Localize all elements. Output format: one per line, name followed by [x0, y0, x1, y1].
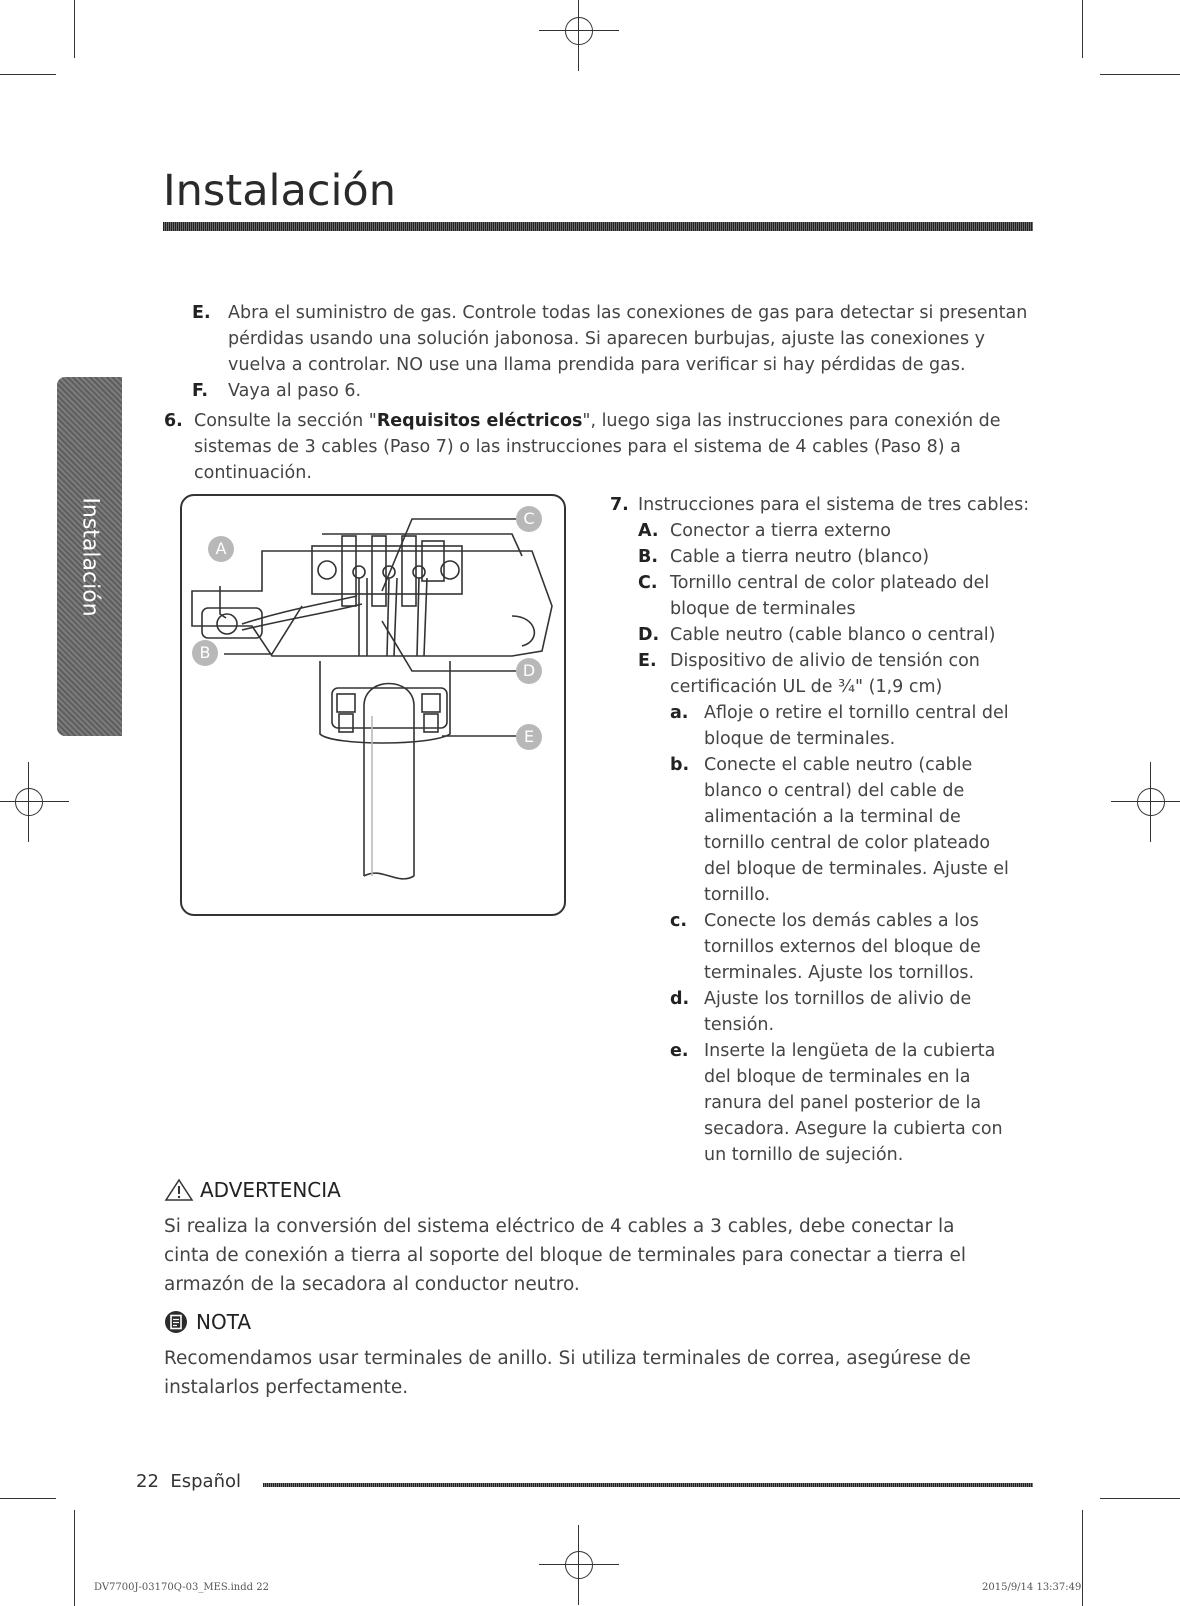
side-tab-label: Instalación — [77, 496, 102, 617]
crop-mark — [0, 74, 56, 75]
part-c — [638, 570, 1018, 622]
note-heading — [164, 1310, 251, 1334]
part-a — [638, 518, 1018, 544]
crop-mark — [0, 1498, 56, 1499]
part-text: Cable neutro (cable blanco o central) — [670, 625, 996, 645]
part-marker: C. — [638, 573, 658, 593]
title-rule — [163, 222, 1033, 231]
step-7 — [610, 492, 1040, 518]
step-marker: E. — [192, 303, 211, 323]
substep-text: Ajuste los tornillos de alivio de tensión. — [704, 989, 972, 1035]
substep-b — [670, 752, 1010, 908]
substep-marker: a. — [670, 703, 689, 723]
page-number: 22 — [136, 1471, 159, 1492]
terminal-block-illustration — [182, 496, 564, 914]
page-footer — [136, 1471, 241, 1492]
substep-text: Conecte los demás cables a los tornillos externos del bloque de terminales. Ajuste los tornillos. — [704, 911, 981, 983]
part-marker: A. — [638, 521, 659, 541]
part-d — [638, 622, 1018, 648]
section-side-tab — [57, 377, 122, 736]
registration-mark-top — [554, 6, 604, 56]
warning-title: ADVERTENCIA — [200, 1178, 341, 1202]
step-marker: F. — [192, 381, 209, 401]
callout-b: B — [192, 640, 218, 666]
crop-mark — [1082, 0, 1083, 58]
page-title: Instalación — [163, 166, 396, 216]
note-title: NOTA — [196, 1310, 252, 1334]
substep-marker: d. — [670, 989, 690, 1009]
part-text: Conector a tierra externo — [670, 521, 892, 541]
substep-a — [670, 700, 1010, 752]
warning-text: Si realiza la conversión del sistema eléctrico de 4 cables a 3 cables, debe conectar la cinta de conexión a tierra al soporte del bloque de terminales para conectar a tierra el armazón de la secadora al conductor neutro. — [164, 1216, 967, 1295]
footer-language: Español — [170, 1471, 241, 1492]
wiring-diagram — [180, 494, 566, 916]
callout-d: D — [516, 658, 542, 684]
warning-heading — [164, 1178, 341, 1202]
step-marker: 7. — [610, 495, 629, 515]
registration-mark-right — [1126, 777, 1176, 827]
part-marker: E. — [638, 651, 657, 671]
step-f-gas — [192, 378, 1037, 404]
part-text: Tornillo central de color plateado del bloque de terminales — [670, 573, 990, 619]
callout-a: A — [208, 536, 234, 562]
registration-mark-bottom — [554, 1540, 604, 1590]
crop-mark — [74, 0, 75, 58]
part-marker: D. — [638, 625, 660, 645]
step-text: Consulte la sección "Requisitos eléctricos", luego siga las instrucciones para conexión de sistemas de 3 cables (Paso 7) o las instrucciones para el sistema de 4 cables (Paso 8) a continuación. — [194, 411, 1001, 483]
step-heading: Instrucciones para el sistema de tres cables: — [638, 495, 1030, 515]
part-e — [638, 648, 1018, 700]
warning-icon — [164, 1178, 194, 1202]
callout-c: C — [516, 506, 542, 532]
step-text: Abra el suministro de gas. Controle todas las conexiones de gas para detectar si presentan pérdidas usando una solución jabonosa. Si aparecen burbujas, ajuste las conexiones y vuelva a controlar. NO use una llama prendida para verificar si hay pérdidas de gas. — [228, 303, 1028, 375]
section-reference: Requisitos eléctricos — [376, 411, 583, 431]
substep-d — [670, 986, 1010, 1038]
substep-text: Inserte la lengüeta de la cubierta del bloque de terminales en la ranura del panel posterior de la secadora. Asegure la cubierta con un tornillo de sujeción. — [704, 1041, 1003, 1165]
substep-c — [670, 908, 1010, 986]
registration-mark-left — [4, 777, 54, 827]
substep-text: Conecte el cable neutro (cable blanco o central) del cable de alimentación a la terminal de tornillo central de color plateado del bloque de terminales. Ajuste el tornillo. — [704, 755, 1009, 905]
step-marker: 6. — [164, 411, 183, 431]
substep-e — [670, 1038, 1010, 1168]
print-slug-right: 2015/9/14 13:37:49 — [982, 1582, 1082, 1593]
note-text: Recomendamos usar terminales de anillo. Si utiliza terminales de correa, asegúrese de instalarlos perfectamente. — [164, 1348, 971, 1398]
substep-marker: e. — [670, 1041, 689, 1061]
step-6 — [164, 408, 1024, 486]
part-b — [638, 544, 1018, 570]
substep-text: Afloje o retire el tornillo central del bloque de terminales. — [704, 703, 1009, 749]
substep-marker: c. — [670, 911, 688, 931]
note-icon — [164, 1310, 188, 1334]
part-text: Cable a tierra neutro (blanco) — [670, 547, 930, 567]
step-text: Vaya al paso 6. — [228, 381, 362, 401]
crop-mark — [1100, 1498, 1180, 1499]
crop-mark — [1100, 74, 1180, 75]
print-slug-left: DV7700J-03170Q-03_MES.indd 22 — [94, 1582, 269, 1593]
part-marker: B. — [638, 547, 658, 567]
callout-e: E — [516, 724, 542, 750]
step-e-gas — [192, 300, 1037, 378]
crop-mark — [1082, 1510, 1083, 1606]
part-text: Dispositivo de alivio de tensión con certificación UL de ¾" (1,9 cm) — [670, 651, 980, 697]
footer-rule — [263, 1483, 1033, 1487]
crop-mark — [74, 1510, 75, 1606]
substep-marker: b. — [670, 755, 690, 775]
